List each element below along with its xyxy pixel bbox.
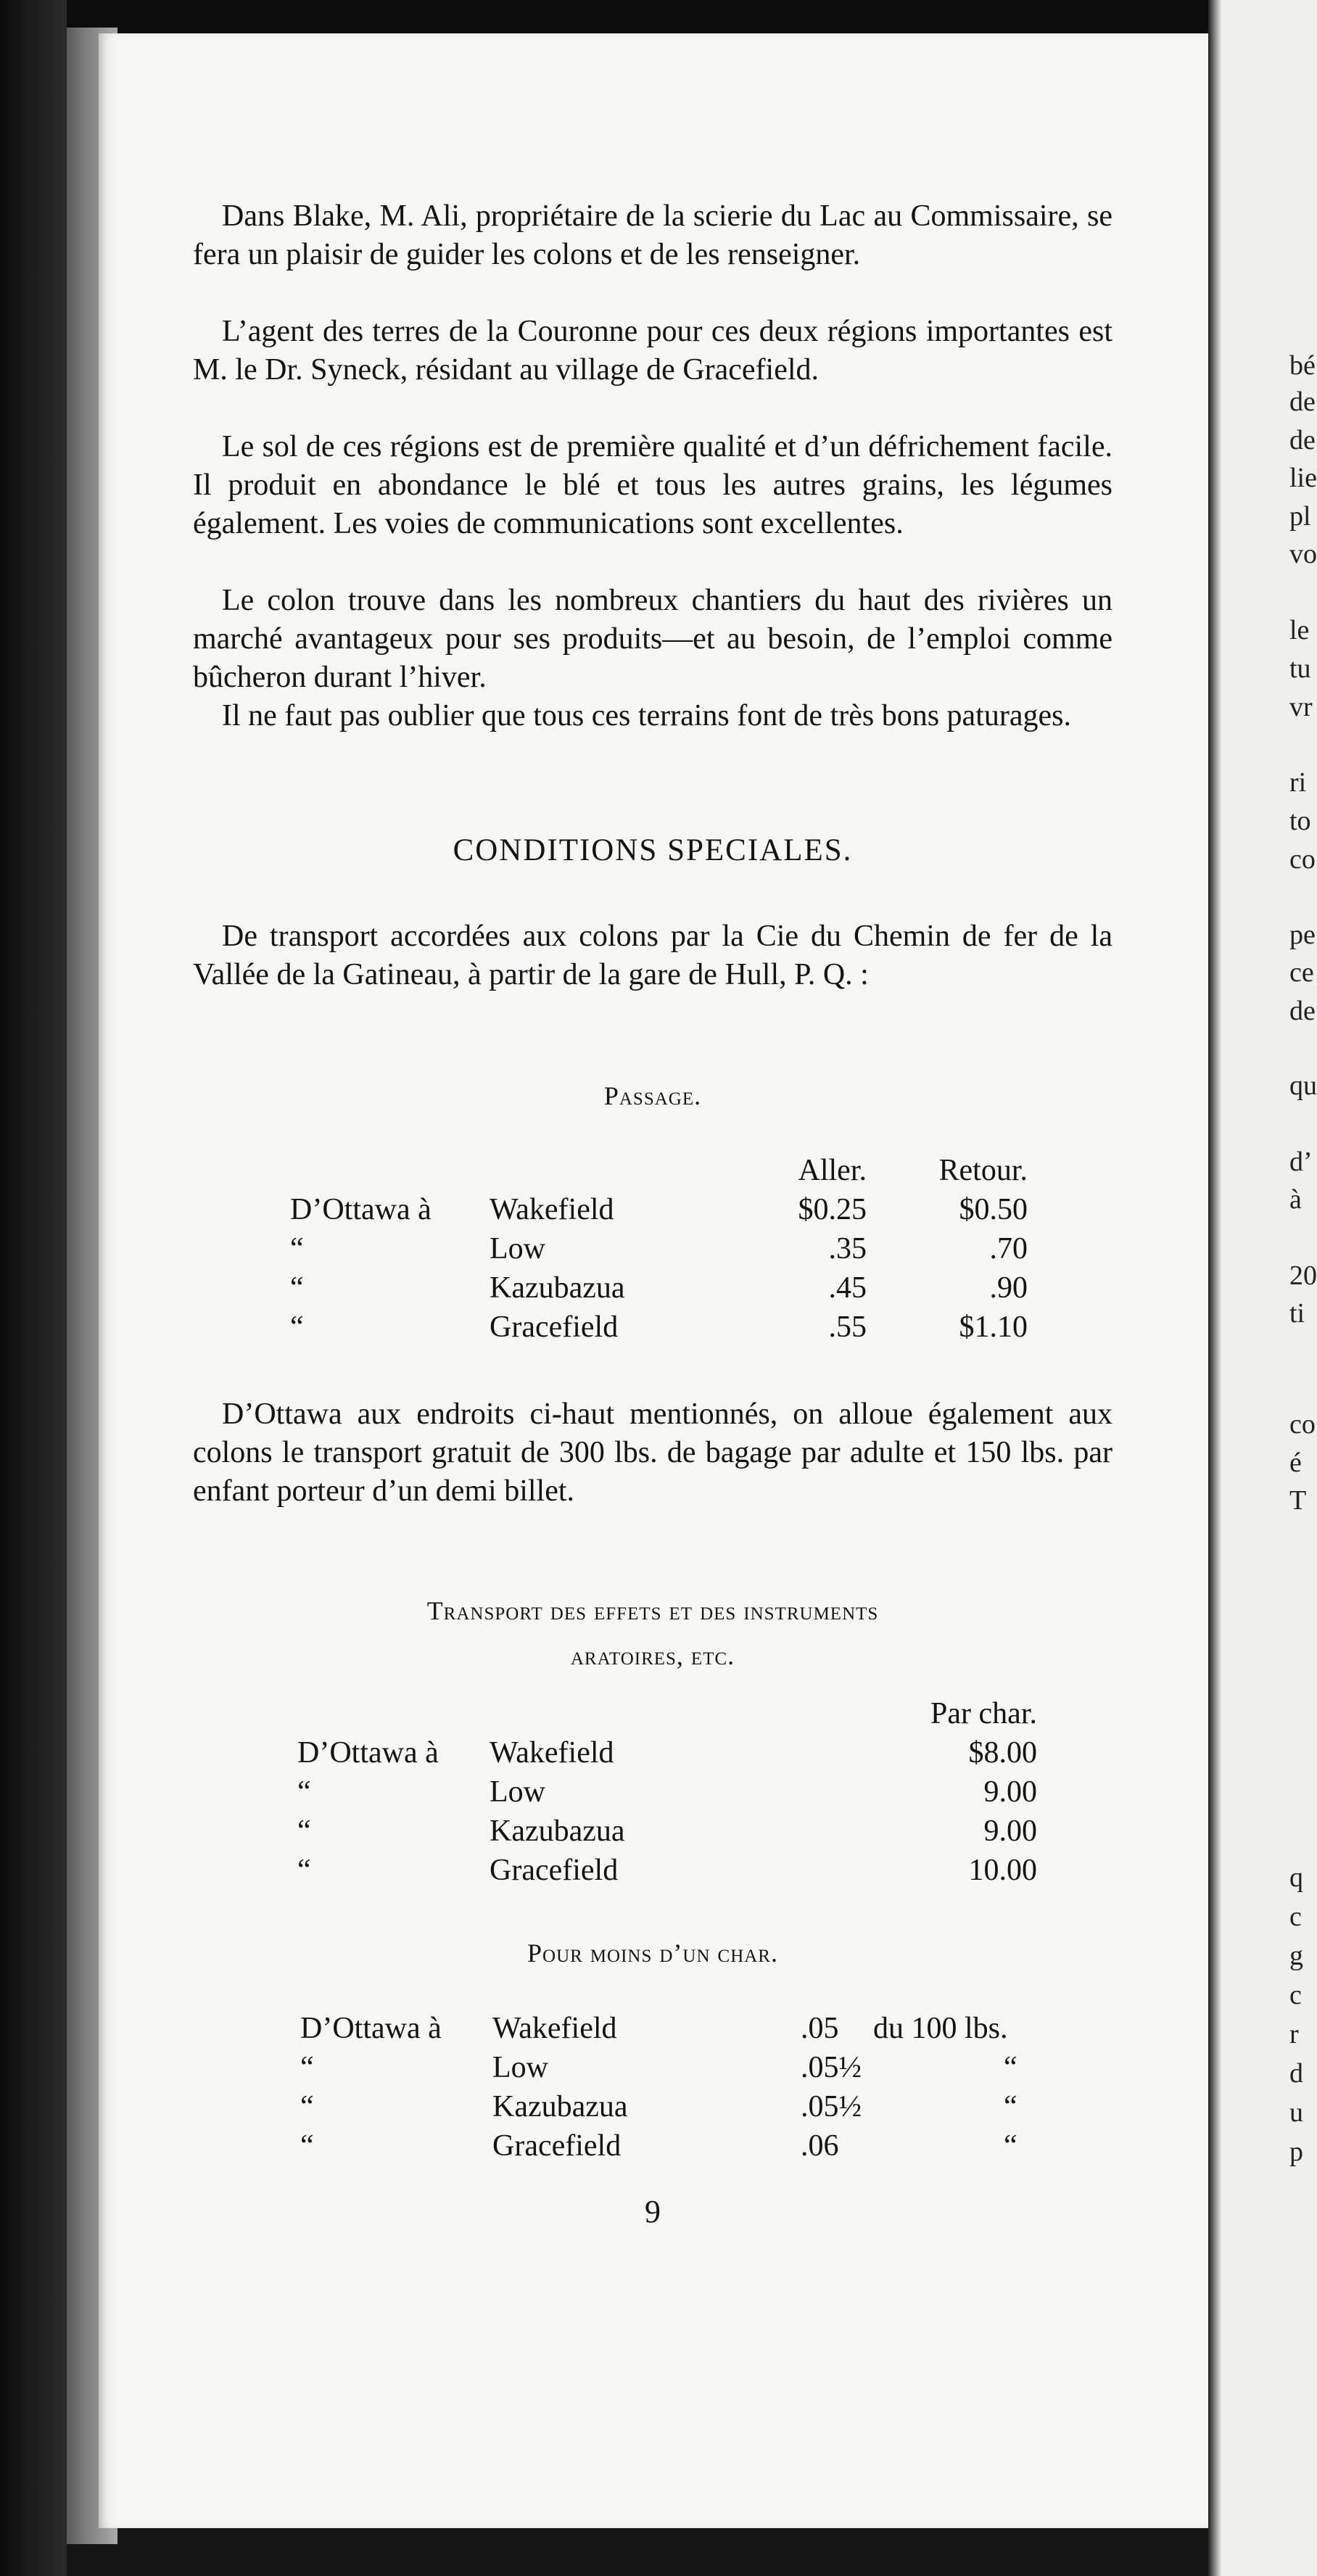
adjacent-page-fragment: le [1289,615,1310,645]
transport-price: 10.00 [968,1854,1037,1887]
partial-dest: Wakefield [492,2012,617,2045]
paragraph-intro: De transport accordées aux colons par la Cie du Chemin de fer de la Vallée de la Gatineau, à partir de la gare de Hull, P. Q. : [193,920,1112,991]
transport-col-par-char: Par char. [930,1697,1037,1730]
paragraph-agent: L’agent des terres de la Couronne pour ces deux régions importantes est M. le Dr. Syneck, résidant au village de Gracefield. [193,315,1112,387]
passage-retour: .90 [989,1271,1028,1305]
passage-dest: Kazubazua [490,1271,625,1305]
paragraph-colon: Le colon trouve dans les nombreux chantiers du haut des rivières un marché avantageux pour ses produits—et au besoin, de l’emploi comme bûcheron durant l’hiver. [193,584,1112,694]
ditto-mark: “ [300,2129,314,2163]
partial-dest: Kazubazua [492,2090,628,2123]
transport-title-line2: aratoires, etc. [570,1641,735,1670]
adjacent-page-fragment: de [1289,996,1316,1026]
adjacent-page-fragment: ri [1289,767,1307,798]
transport-dest: Low [490,1775,545,1809]
adjacent-page-fragment: de [1289,387,1316,417]
passage-aller: .45 [828,1271,867,1305]
passage-col-retour: Retour. [938,1154,1028,1187]
adjacent-page-fragment: tu [1289,653,1311,684]
partial-table [300,2009,1047,2166]
adjacent-page-fragment: T [1289,1485,1307,1516]
partial-dest: Low [492,2051,548,2084]
table-row [290,1268,1028,1308]
ditto-mark: “ [300,2090,314,2123]
paragraph-paturages: Il ne faut pas oublier que tous ces terrains font de très bons paturages. [222,699,1071,732]
adjacent-page-fragment: r [1289,2019,1299,2049]
partial-title: Pour moins d’un char. [527,1939,778,1968]
passage-col-aller: Aller. [798,1154,867,1187]
adjacent-page-fragment: u [1289,2097,1303,2128]
table-row [297,1812,1037,1851]
adjacent-page-fragment: pl [1289,501,1311,532]
passage-aller: .35 [828,1232,867,1266]
passage-retour: .70 [989,1232,1028,1266]
adjacent-page-fragment: de [1289,425,1316,455]
table-row [297,1851,1037,1890]
adjacent-page-fragment: to [1289,806,1311,836]
partial-price: .05½ [801,2051,862,2084]
adjacent-page-fragment: q [1289,1862,1303,1893]
adjacent-page-fragment: co [1289,1409,1316,1440]
transport-price: 9.00 [983,1775,1037,1809]
adjacent-page-fragment: co [1289,844,1316,875]
passage-from: D’Ottawa à [290,1193,432,1226]
partial-unit: “ [1004,2051,1017,2084]
ditto-mark: “ [297,1815,311,1848]
adjacent-page-fragment: d’ [1289,1147,1313,1177]
table-row [290,1308,1028,1347]
adjacent-page-fragment: p [1289,2137,1303,2167]
passage-aller: $0.25 [798,1193,867,1226]
adjacent-page-fragment: bé [1289,350,1316,381]
passage-dest: Wakefield [490,1193,614,1226]
adjacent-page-fragment: g [1289,1941,1303,1971]
table-row [300,2126,1047,2166]
transport-title-line1: Transport des effets et des instruments [426,1596,879,1625]
table-row [300,2087,1047,2126]
transport-dest: Gracefield [490,1854,619,1887]
passage-title: Passage. [603,1081,702,1110]
ditto-mark: “ [297,1775,311,1809]
page-number: 9 [645,2194,661,2229]
table-row [297,1733,1037,1772]
adjacent-page-fragment: é [1289,1448,1302,1478]
adjacent-page-fragment: qu [1289,1070,1317,1101]
adjacent-page-fragment: c [1289,1902,1302,1932]
partial-dest: Gracefield [492,2129,622,2163]
adjacent-page-fragment: 20 [1289,1260,1317,1291]
partial-unit: “ [1004,2090,1017,2123]
table-row [297,1772,1037,1812]
ditto-mark: “ [290,1310,304,1344]
transport-table [297,1694,1037,1890]
adjacent-page-fragment: à [1289,1184,1302,1215]
partial-price: .05 [801,2012,839,2045]
passage-dest: Gracefield [490,1310,619,1344]
adjacent-page-fragment: lie [1289,463,1317,493]
passage-header-row [290,1151,1028,1190]
table-row [300,2048,1047,2087]
paragraph-sol: Le sol de ces régions est de première qualité et d’un défrichement facile. Il produit en abondance le blé et tous les autres grains, les légumes également. Les voies de communications sont excellentes. [193,430,1112,540]
transport-header-row [297,1694,1037,1733]
section-title: CONDITIONS SPECIALES. [453,833,853,867]
adjacent-page-fragment: c [1289,1980,1302,2010]
paragraph-baggage: D’Ottawa aux endroits ci-haut mentionnés, on alloue également aux colons le transport gratuit de 300 lbs. de bagage par adulte et 150 lbs. par enfant porteur d’un demi billet. [193,1398,1112,1508]
adjacent-page-fragment: ce [1289,957,1314,988]
ditto-mark: “ [297,1854,311,1887]
adjacent-page-fragment: d [1289,2058,1303,2089]
partial-price: .05½ [801,2090,862,2123]
partial-from: D’Ottawa à [300,2012,442,2045]
passage-retour: $1.10 [959,1310,1028,1344]
adjacent-page-fragment: ti [1289,1298,1305,1329]
transport-dest: Kazubazua [490,1815,625,1848]
ditto-mark: “ [290,1232,304,1266]
ditto-mark: “ [290,1271,304,1305]
table-row [300,2009,1047,2048]
adjacent-page-fragment: vo [1289,539,1317,569]
table-row [290,1190,1028,1229]
ditto-mark: “ [300,2051,314,2084]
transport-from: D’Ottawa à [297,1736,439,1770]
passage-table [290,1151,1028,1347]
partial-unit: du 100 lbs. [873,2012,1008,2045]
adjacent-page-fragment: pe [1289,920,1316,950]
transport-dest: Wakefield [490,1736,614,1770]
passage-aller: .55 [828,1310,867,1344]
transport-price: $8.00 [968,1736,1037,1770]
partial-unit: “ [1004,2129,1017,2163]
partial-price: .06 [801,2129,839,2163]
paragraph-blake: Dans Blake, M. Ali, propriétaire de la scierie du Lac au Commissaire, se fera un plaisir de guider les colons et de les renseigner. [193,199,1112,271]
adjacent-page-fragment: vr [1289,692,1313,722]
passage-dest: Low [490,1232,545,1266]
passage-retour: $0.50 [959,1193,1028,1226]
transport-price: 9.00 [983,1815,1037,1848]
table-row [290,1229,1028,1268]
